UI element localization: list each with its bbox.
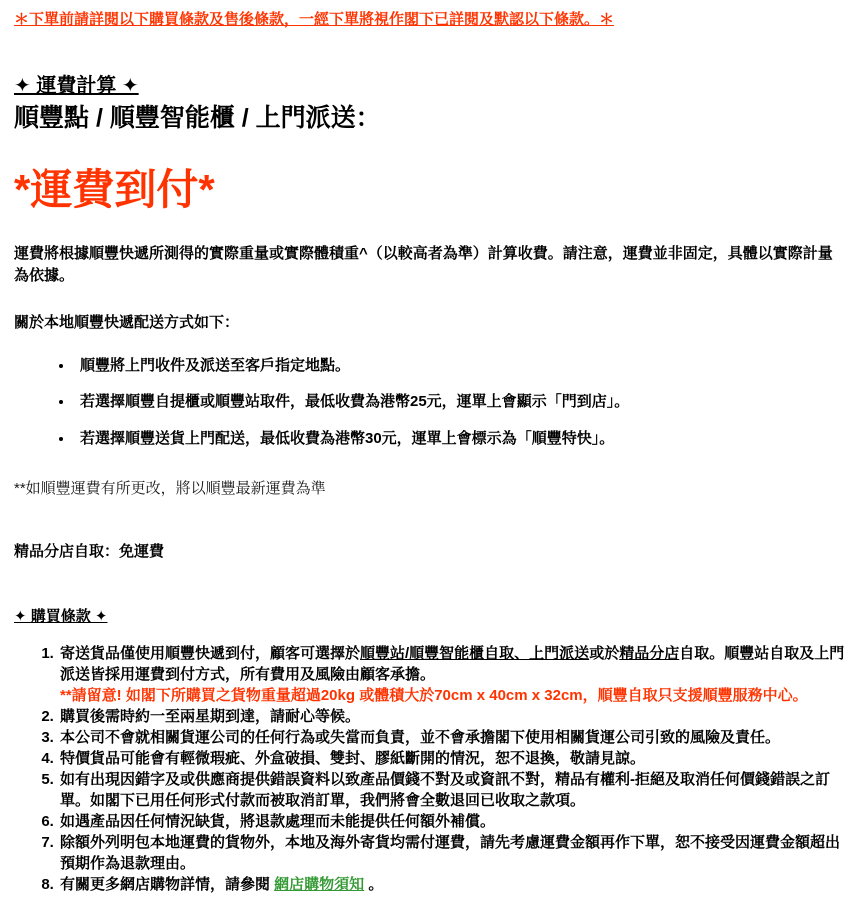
term-8-text: 有關更多網店購物詳情，請參閱 <box>60 875 275 893</box>
delivery-options-subheading: 順豐點 / 順豐智能櫃 / 上門派送： <box>14 103 381 132</box>
store-pickup-free-note: 精品分店自取：免運費 <box>14 542 165 560</box>
term-item-4: 4. 特價貨品可能會有輕微瑕疵、外盒破損、雙封、膠紙斷開的情況，恕不退換，敬請見諒。 <box>58 748 847 769</box>
top-red-notice: ＊下單前請詳閱以下購買條款及售後條款，一經下單將視作閣下已詳閱及默認以下條款。＊ <box>14 11 615 28</box>
term-1-text: 自取。順豐站自取及上門派送皆採用運費到付方式，所有費用及風險由顧客承擔。 <box>60 644 845 683</box>
list-item: • 若選擇順豐送貨上門配送，最低收費為港幣30元，運單上會標示為「順豐特快」。 <box>74 428 847 450</box>
term-8-text: 。 <box>364 875 384 893</box>
shipping-section <box>14 74 847 562</box>
term-item-3: 3. 本公司不會就相關貨運公司的任何行為或失當而負責，並不會承擔閣下使用相關貨運公司引致的風險及責任。 <box>58 727 847 748</box>
term-1-store-option: 精品分店 <box>619 644 680 662</box>
term-item-5: 5. 如有出現因錯字及或供應商提供錯誤資料以致產品價錢不對及或資訊不對，精品有權利-拒絕及取消任何價錢錯誤之訂單。如閣下已用任何形式付款而被取消訂單，我們將會全數退回已收取之款項。 <box>58 769 847 811</box>
shipping-intro-paragraph: 運費將根據順豐快遞所測得的實際重量或實際體積重^（以較高者為準）計算收費。請注意，運費並非固定，具體以實際計量為依據。 <box>14 244 833 285</box>
delivery-methods-list <box>14 355 847 450</box>
list-item: • 若選擇順豐自提櫃或順豐站取件，最低收費為港幣25元，運單上會顯示「門到店」。 <box>74 391 847 413</box>
purchase-terms-section <box>14 606 847 895</box>
term-item-2: 2. 購買後需時約一至兩星期到達，請耐心等候。 <box>58 706 847 727</box>
term-1-pickup-options: 順豐站/順豐智能櫃自取、上門派送 <box>360 644 590 662</box>
online-shopping-guide-link[interactable]: 網店購物須知 <box>274 875 365 893</box>
shipping-calc-heading: ✦ 運費計算 ✦ <box>14 74 139 97</box>
term-item-7: 7. 除額外列明包本地運費的貨物外，本地及海外寄貨均需付運費，請先考慮運費金額再作下單，恕不接受因運費金額超出預期作為退款理由。 <box>58 832 847 874</box>
purchase-terms-heading: ✦ 購買條款 ✦ <box>14 607 108 625</box>
term-1-text: 或於 <box>589 644 620 662</box>
term-item-6: 6. 如遇產品因任何情況缺貨，將退款處理而未能提供任何額外補償。 <box>58 811 847 832</box>
term-item-1 <box>58 643 847 706</box>
local-delivery-methods-title: 關於本地順豐快遞配送方式如下： <box>14 313 240 331</box>
term-1-text: 寄送貨品僅使用順豐快遞到付，顧客可選擇於 <box>60 644 361 662</box>
term-item-8 <box>58 874 847 895</box>
list-item: • 順豐將上門收件及派送至客戶指定地點。 <box>74 355 847 377</box>
freight-collect-highlight: *運費到付* <box>14 165 215 213</box>
term-1-weight-warning: **請留意! 如閣下所購買之貨物重量超過20kg 或體積大於70cm x 40cm x 32cm，順豐自取只支援順豐服務中心。 <box>60 686 808 704</box>
fee-update-note: **如順豐運費有所更改，將以順豐最新運費為準 <box>14 479 326 497</box>
purchase-terms-list <box>14 643 847 895</box>
